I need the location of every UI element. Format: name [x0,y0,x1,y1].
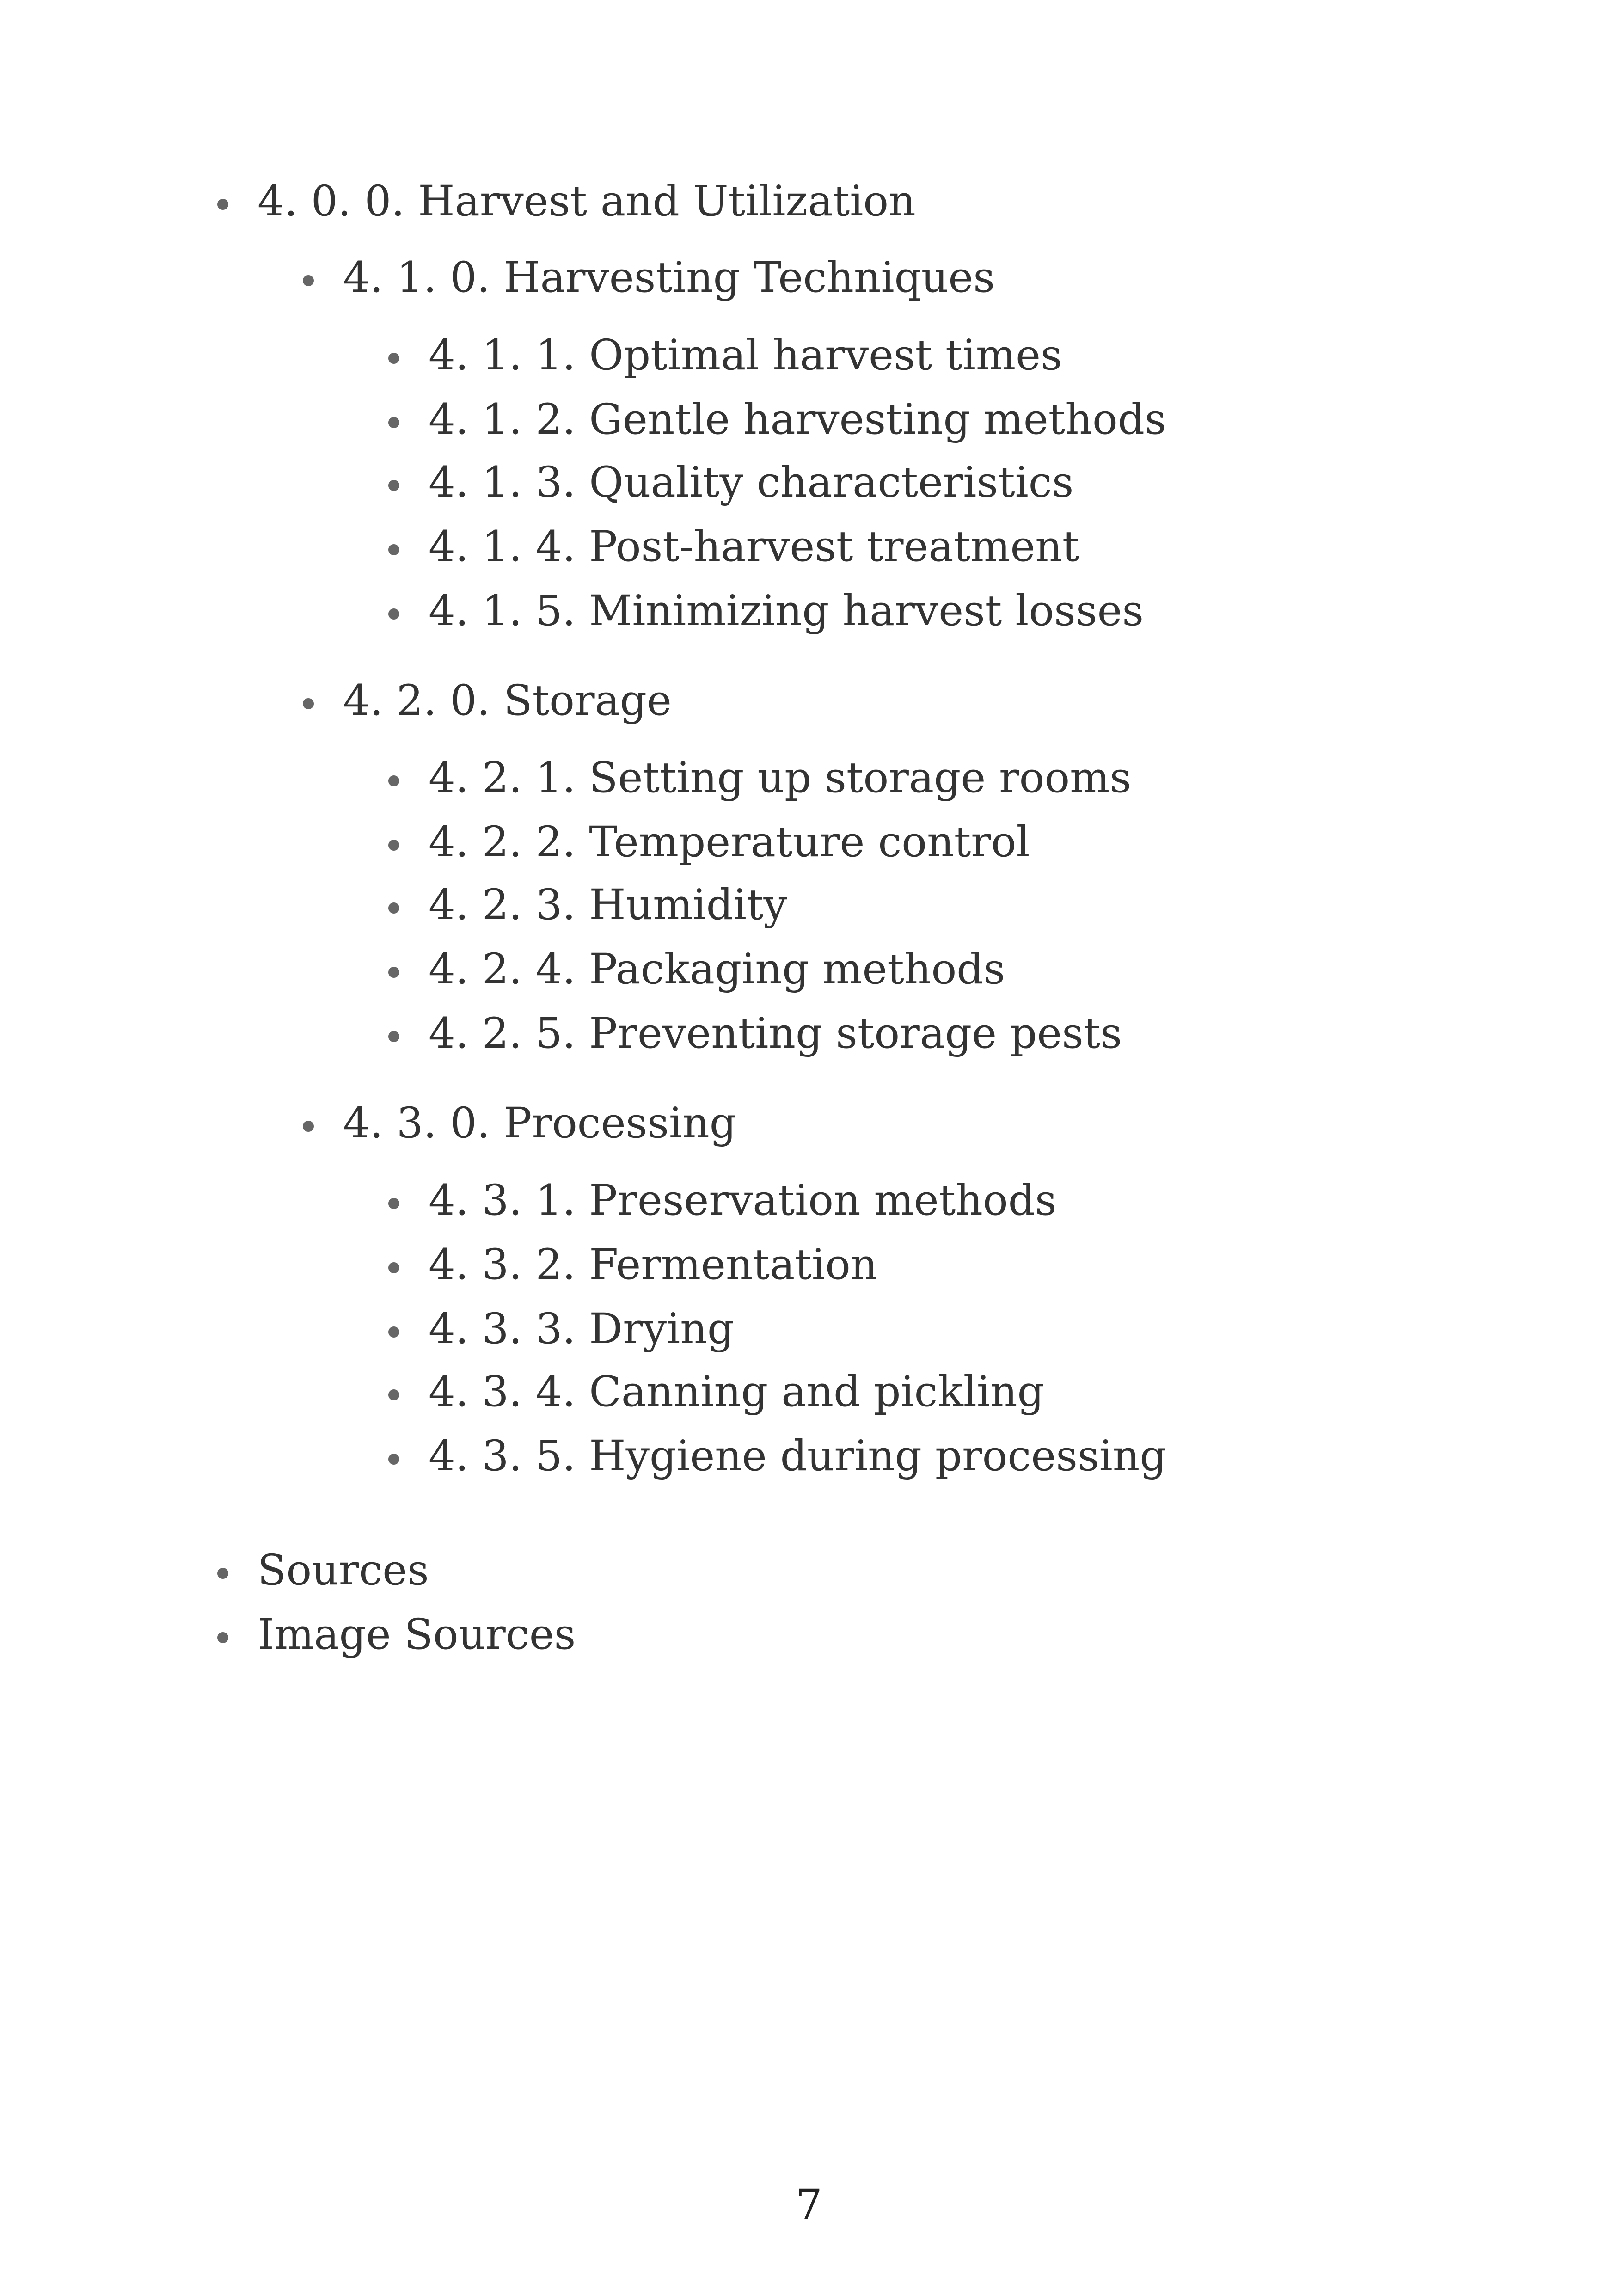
bullet [388,1198,399,1209]
toc-entry-label: 4. 2. 5. Preventing storage pests [429,1009,1122,1058]
toc-entry-label: 4. 2. 0. Storage [343,676,672,725]
bullet [388,840,399,851]
toc-entry-label: 4. 1. 3. Quality characteristics [429,458,1074,507]
toc-entry-label: 4. 3. 4. Canning and pickling [429,1368,1044,1416]
bullet [388,417,399,428]
toc-entry-label: 4. 3. 1. Preservation methods [429,1176,1057,1225]
toc-entry-label: 4. 1. 1. Optimal harvest times [429,331,1062,380]
bullet [388,775,399,786]
toc-entry-label: 4. 2. 3. Humidity [429,881,787,929]
bullet [388,902,399,914]
bullet [303,698,314,709]
bullet [388,1389,399,1400]
bullet [388,1326,399,1338]
bullet [388,480,399,491]
bullet [217,1632,228,1643]
bullet [388,1031,399,1042]
toc-entry-label: 4. 3. 3. Drying [429,1305,735,1353]
toc-entry-label: 4. 0. 0. Harvest and Utilization [257,177,916,226]
toc-entry-label: Image Sources [257,1610,576,1659]
toc-entry-label: 4. 3. 5. Hygiene during processing [429,1432,1167,1480]
page-number: 7 [796,2181,822,2229]
bullet [303,275,314,286]
toc-entry-label: 4. 2. 1. Setting up storage rooms [429,754,1132,802]
bullet [388,608,399,620]
toc-entry-label: 4. 1. 5. Minimizing harvest losses [429,587,1144,635]
toc-entry-label: 4. 3. 0. Processing [343,1099,736,1148]
bullet [388,1454,399,1465]
bullet [388,967,399,978]
toc-entry-label: 4. 3. 2. Fermentation [429,1240,878,1289]
bullet [303,1121,314,1132]
toc-entry-label: 4. 2. 2. Temperature control [429,818,1030,866]
toc-entry-label: 4. 1. 4. Post-harvest treatment [429,522,1079,571]
toc-entry-label: 4. 1. 0. Harvesting Techniques [343,253,995,302]
bullet [388,1262,399,1273]
bullet [217,199,228,210]
bullet [217,1568,228,1579]
toc-entry-label: 4. 1. 2. Gentle harvesting methods [429,395,1166,444]
bullet [388,353,399,364]
toc-entry-label: 4. 2. 4. Packaging methods [429,945,1005,994]
toc-entry-label: Sources [257,1546,429,1595]
bullet [388,544,399,555]
